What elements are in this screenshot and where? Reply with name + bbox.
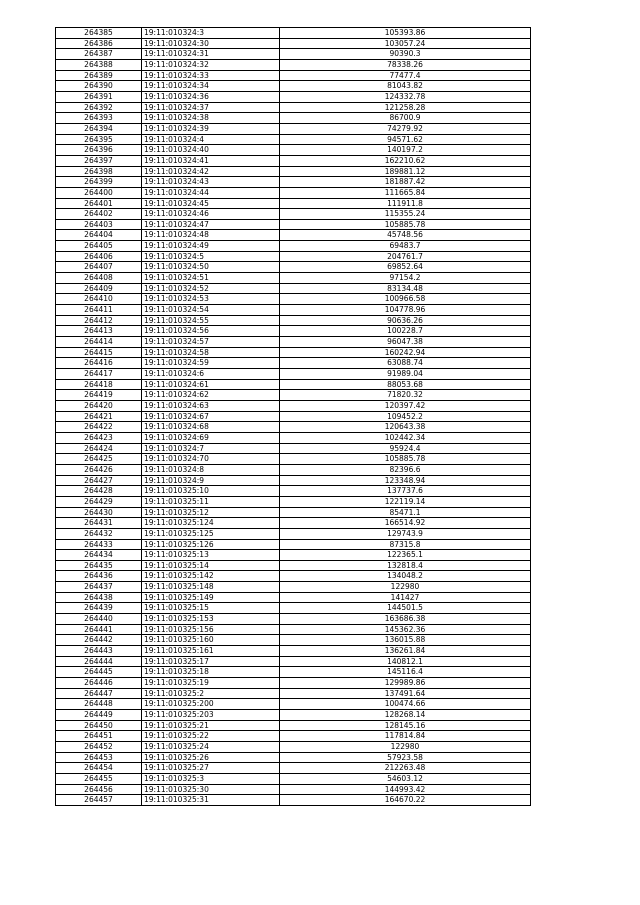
amount-cell: 163686.38 [280, 614, 531, 625]
cadastral-number-cell: 19:11:010324:36 [142, 91, 280, 102]
row-id-cell: 264423 [56, 432, 142, 443]
amount-cell: 100966.58 [280, 294, 531, 305]
row-id-cell: 264396 [56, 145, 142, 156]
amount-cell: 100474.66 [280, 699, 531, 710]
table-row [56, 688, 531, 699]
table-row [56, 347, 531, 358]
amount-cell: 212263.48 [280, 763, 531, 774]
cadastral-number-cell: 19:11:010325:14 [142, 560, 280, 571]
table-row [56, 294, 531, 305]
table-row [56, 219, 531, 230]
cadastral-number-cell: 19:11:010324:8 [142, 464, 280, 475]
cadastral-number-cell: 19:11:010325:11 [142, 496, 280, 507]
cadastral-number-cell: 19:11:010325:161 [142, 646, 280, 657]
cadastral-number-cell: 19:11:010324:30 [142, 38, 280, 49]
cadastral-number-cell: 19:11:010325:26 [142, 752, 280, 763]
cadastral-number-cell: 19:11:010324:51 [142, 273, 280, 284]
cadastral-number-cell: 19:11:010324:37 [142, 102, 280, 113]
table-body [56, 28, 531, 806]
amount-cell: 96047.38 [280, 337, 531, 348]
row-id-cell: 264410 [56, 294, 142, 305]
cadastral-number-cell: 19:11:010324:59 [142, 358, 280, 369]
amount-cell: 122980 [280, 582, 531, 593]
row-id-cell: 264401 [56, 198, 142, 209]
row-id-cell: 264432 [56, 528, 142, 539]
cadastral-number-cell: 19:11:010324:41 [142, 155, 280, 166]
table-row [56, 667, 531, 678]
row-id-cell: 264406 [56, 251, 142, 262]
amount-cell: 103057.24 [280, 38, 531, 49]
cadastral-number-cell: 19:11:010324:31 [142, 49, 280, 60]
row-id-cell: 264447 [56, 688, 142, 699]
table-row [56, 592, 531, 603]
cadastral-number-cell: 19:11:010325:125 [142, 528, 280, 539]
row-id-cell: 264407 [56, 262, 142, 273]
row-id-cell: 264443 [56, 646, 142, 657]
cadastral-number-cell: 19:11:010324:45 [142, 198, 280, 209]
cadastral-number-cell: 19:11:010324:43 [142, 177, 280, 188]
table-row [56, 784, 531, 795]
row-id-cell: 264451 [56, 731, 142, 742]
amount-cell: 54603.12 [280, 773, 531, 784]
cadastral-number-cell: 19:11:010325:10 [142, 486, 280, 497]
table-row [56, 582, 531, 593]
cadastral-number-cell: 19:11:010324:47 [142, 219, 280, 230]
row-id-cell: 264392 [56, 102, 142, 113]
amount-cell: 111911.8 [280, 198, 531, 209]
amount-cell: 129743.9 [280, 528, 531, 539]
amount-cell: 69483.7 [280, 241, 531, 252]
table-row [56, 678, 531, 689]
cadastral-number-cell: 19:11:010325:17 [142, 656, 280, 667]
row-id-cell: 264442 [56, 635, 142, 646]
amount-cell: 87315.8 [280, 539, 531, 550]
row-id-cell: 264452 [56, 741, 142, 752]
amount-cell: 123348.94 [280, 475, 531, 486]
table-row [56, 155, 531, 166]
table-row [56, 656, 531, 667]
table-row [56, 273, 531, 284]
table-row [56, 539, 531, 550]
row-id-cell: 264436 [56, 571, 142, 582]
table-row [56, 550, 531, 561]
table-row [56, 379, 531, 390]
amount-cell: 57923.58 [280, 752, 531, 763]
row-id-cell: 264446 [56, 678, 142, 689]
cadastral-number-cell: 19:11:010324:56 [142, 326, 280, 337]
row-id-cell: 264405 [56, 241, 142, 252]
table-row [56, 166, 531, 177]
table-row [56, 699, 531, 710]
cadastral-number-cell: 19:11:010324:53 [142, 294, 280, 305]
cadastral-number-cell: 19:11:010325:156 [142, 624, 280, 635]
amount-cell: 97154.2 [280, 273, 531, 284]
row-id-cell: 264441 [56, 624, 142, 635]
cadastral-number-cell: 19:11:010324:55 [142, 315, 280, 326]
cadastral-number-cell: 19:11:010324:50 [142, 262, 280, 273]
row-id-cell: 264455 [56, 773, 142, 784]
row-id-cell: 264408 [56, 273, 142, 284]
row-id-cell: 264435 [56, 560, 142, 571]
row-id-cell: 264391 [56, 91, 142, 102]
amount-cell: 132818.4 [280, 560, 531, 571]
row-id-cell: 264403 [56, 219, 142, 230]
cadastral-number-cell: 19:11:010325:13 [142, 550, 280, 561]
row-id-cell: 264426 [56, 464, 142, 475]
cadastral-number-cell: 19:11:010325:203 [142, 710, 280, 721]
amount-cell: 137491.64 [280, 688, 531, 699]
table-row [56, 443, 531, 454]
amount-cell: 115355.24 [280, 209, 531, 220]
row-id-cell: 264413 [56, 326, 142, 337]
row-id-cell: 264431 [56, 518, 142, 529]
table-row [56, 560, 531, 571]
table-row [56, 390, 531, 401]
cadastral-number-cell: 19:11:010325:200 [142, 699, 280, 710]
table-row [56, 38, 531, 49]
amount-cell: 82396.6 [280, 464, 531, 475]
row-id-cell: 264387 [56, 49, 142, 60]
table-row [56, 358, 531, 369]
table-row [56, 198, 531, 209]
row-id-cell: 264412 [56, 315, 142, 326]
row-id-cell: 264400 [56, 187, 142, 198]
row-id-cell: 264445 [56, 667, 142, 678]
table-row [56, 400, 531, 411]
amount-cell: 90390.3 [280, 49, 531, 60]
cadastral-number-cell: 19:11:010325:27 [142, 763, 280, 774]
row-id-cell: 264385 [56, 28, 142, 39]
cadastral-number-cell: 19:11:010325:22 [142, 731, 280, 742]
cadastral-number-cell: 19:11:010324:42 [142, 166, 280, 177]
cadastral-number-cell: 19:11:010324:32 [142, 59, 280, 70]
cadastral-number-cell: 19:11:010325:31 [142, 795, 280, 806]
amount-cell: 69852.64 [280, 262, 531, 273]
row-id-cell: 264390 [56, 81, 142, 92]
amount-cell: 78338.26 [280, 59, 531, 70]
cadastral-number-cell: 19:11:010324:46 [142, 209, 280, 220]
cadastral-number-cell: 19:11:010324:38 [142, 113, 280, 124]
table-row [56, 571, 531, 582]
table-row [56, 177, 531, 188]
row-id-cell: 264393 [56, 113, 142, 124]
amount-cell: 102442.34 [280, 432, 531, 443]
cadastral-number-cell: 19:11:010324:3 [142, 28, 280, 39]
table-row [56, 337, 531, 348]
amount-cell: 134048.2 [280, 571, 531, 582]
table-row [56, 230, 531, 241]
cadastral-number-cell: 19:11:010325:21 [142, 720, 280, 731]
cadastral-number-cell: 19:11:010325:148 [142, 582, 280, 593]
amount-cell: 71820.32 [280, 390, 531, 401]
amount-cell: 81043.82 [280, 81, 531, 92]
cadastral-number-cell: 19:11:010324:9 [142, 475, 280, 486]
amount-cell: 141427 [280, 592, 531, 603]
table-row [56, 113, 531, 124]
table-row [56, 496, 531, 507]
cadastral-number-cell: 19:11:010324:6 [142, 369, 280, 380]
amount-cell: 189881.12 [280, 166, 531, 177]
cadastral-number-cell: 19:11:010324:7 [142, 443, 280, 454]
table-row [56, 28, 531, 39]
cadastral-number-cell: 19:11:010324:54 [142, 305, 280, 316]
table-row [56, 518, 531, 529]
table-row [56, 369, 531, 380]
amount-cell: 144993.42 [280, 784, 531, 795]
cadastral-number-cell: 19:11:010325:160 [142, 635, 280, 646]
table-row [56, 507, 531, 518]
cadastral-number-cell: 19:11:010324:52 [142, 283, 280, 294]
row-id-cell: 264402 [56, 209, 142, 220]
cadastral-number-cell: 19:11:010325:12 [142, 507, 280, 518]
amount-cell: 145362.36 [280, 624, 531, 635]
cadastral-number-cell: 19:11:010324:39 [142, 123, 280, 134]
cadastral-number-cell: 19:11:010324:70 [142, 454, 280, 465]
amount-cell: 120397.42 [280, 400, 531, 411]
amount-cell: 105393.86 [280, 28, 531, 39]
amount-cell: 162210.62 [280, 155, 531, 166]
table-row [56, 59, 531, 70]
table-row [56, 70, 531, 81]
table-row [56, 464, 531, 475]
cadastral-number-cell: 19:11:010324:68 [142, 422, 280, 433]
row-id-cell: 264434 [56, 550, 142, 561]
table-row [56, 134, 531, 145]
row-id-cell: 264414 [56, 337, 142, 348]
amount-cell: 63088.74 [280, 358, 531, 369]
amount-cell: 136261.84 [280, 646, 531, 657]
row-id-cell: 264430 [56, 507, 142, 518]
amount-cell: 120643.38 [280, 422, 531, 433]
cadastral-number-cell: 19:11:010325:15 [142, 603, 280, 614]
cadastral-number-cell: 19:11:010325:24 [142, 741, 280, 752]
table-row [56, 283, 531, 294]
amount-cell: 95924.4 [280, 443, 531, 454]
row-id-cell: 264388 [56, 59, 142, 70]
amount-cell: 86700.9 [280, 113, 531, 124]
cadastral-number-cell: 19:11:010324:67 [142, 411, 280, 422]
amount-cell: 109452.2 [280, 411, 531, 422]
row-id-cell: 264399 [56, 177, 142, 188]
row-id-cell: 264411 [56, 305, 142, 316]
table-row [56, 773, 531, 784]
table-row [56, 145, 531, 156]
row-id-cell: 264415 [56, 347, 142, 358]
table-row [56, 763, 531, 774]
amount-cell: 122980 [280, 741, 531, 752]
amount-cell: 83134.48 [280, 283, 531, 294]
amount-cell: 91989.04 [280, 369, 531, 380]
table-row [56, 454, 531, 465]
row-id-cell: 264438 [56, 592, 142, 603]
row-id-cell: 264450 [56, 720, 142, 731]
table-row [56, 731, 531, 742]
cadastral-number-cell: 19:11:010325:18 [142, 667, 280, 678]
amount-cell: 90636.26 [280, 315, 531, 326]
row-id-cell: 264418 [56, 379, 142, 390]
row-id-cell: 264444 [56, 656, 142, 667]
amount-cell: 88053.68 [280, 379, 531, 390]
row-id-cell: 264427 [56, 475, 142, 486]
row-id-cell: 264417 [56, 369, 142, 380]
row-id-cell: 264428 [56, 486, 142, 497]
row-id-cell: 264457 [56, 795, 142, 806]
cadastral-number-cell: 19:11:010325:126 [142, 539, 280, 550]
amount-cell: 117814.84 [280, 731, 531, 742]
cadastral-number-cell: 19:11:010324:4 [142, 134, 280, 145]
cadastral-number-cell: 19:11:010325:19 [142, 678, 280, 689]
row-id-cell: 264424 [56, 443, 142, 454]
row-id-cell: 264386 [56, 38, 142, 49]
amount-cell: 128145.16 [280, 720, 531, 731]
row-id-cell: 264421 [56, 411, 142, 422]
row-id-cell: 264456 [56, 784, 142, 795]
row-id-cell: 264437 [56, 582, 142, 593]
amount-cell: 166514.92 [280, 518, 531, 529]
table-row [56, 187, 531, 198]
cadastral-number-cell: 19:11:010324:61 [142, 379, 280, 390]
amount-cell: 124332.78 [280, 91, 531, 102]
table-row [56, 603, 531, 614]
cadastral-number-cell: 19:11:010324:63 [142, 400, 280, 411]
table-row [56, 102, 531, 113]
cadastral-number-cell: 19:11:010325:2 [142, 688, 280, 699]
row-id-cell: 264389 [56, 70, 142, 81]
table-row [56, 81, 531, 92]
row-id-cell: 264397 [56, 155, 142, 166]
table-row [56, 624, 531, 635]
cadastral-number-cell: 19:11:010325:142 [142, 571, 280, 582]
cadastral-number-cell: 19:11:010324:40 [142, 145, 280, 156]
amount-cell: 140812.1 [280, 656, 531, 667]
table-row [56, 432, 531, 443]
table-row [56, 741, 531, 752]
data-table [55, 27, 531, 806]
amount-cell: 104778.96 [280, 305, 531, 316]
row-id-cell: 264429 [56, 496, 142, 507]
row-id-cell: 264439 [56, 603, 142, 614]
amount-cell: 160242.94 [280, 347, 531, 358]
amount-cell: 144501.5 [280, 603, 531, 614]
row-id-cell: 264398 [56, 166, 142, 177]
cadastral-number-cell: 19:11:010325:124 [142, 518, 280, 529]
table-row [56, 422, 531, 433]
amount-cell: 105885.78 [280, 454, 531, 465]
amount-cell: 74279.92 [280, 123, 531, 134]
row-id-cell: 264409 [56, 283, 142, 294]
row-id-cell: 264404 [56, 230, 142, 241]
cadastral-number-cell: 19:11:010324:49 [142, 241, 280, 252]
table-row [56, 49, 531, 60]
row-id-cell: 264419 [56, 390, 142, 401]
table-row [56, 315, 531, 326]
table-row [56, 411, 531, 422]
amount-cell: 77477.4 [280, 70, 531, 81]
row-id-cell: 264440 [56, 614, 142, 625]
amount-cell: 136015.88 [280, 635, 531, 646]
table-row [56, 646, 531, 657]
row-id-cell: 264433 [56, 539, 142, 550]
row-id-cell: 264394 [56, 123, 142, 134]
table-row [56, 326, 531, 337]
amount-cell: 128268.14 [280, 710, 531, 721]
row-id-cell: 264453 [56, 752, 142, 763]
table-row [56, 305, 531, 316]
table-row [56, 123, 531, 134]
cadastral-number-cell: 19:11:010324:69 [142, 432, 280, 443]
amount-cell: 94571.62 [280, 134, 531, 145]
amount-cell: 85471.1 [280, 507, 531, 518]
cadastral-number-cell: 19:11:010324:34 [142, 81, 280, 92]
cadastral-number-cell: 19:11:010324:62 [142, 390, 280, 401]
amount-cell: 100228.7 [280, 326, 531, 337]
table-row [56, 614, 531, 625]
table-row [56, 635, 531, 646]
table-row [56, 710, 531, 721]
cadastral-number-cell: 19:11:010324:57 [142, 337, 280, 348]
amount-cell: 122119.14 [280, 496, 531, 507]
cadastral-number-cell: 19:11:010325:149 [142, 592, 280, 603]
amount-cell: 140197.2 [280, 145, 531, 156]
row-id-cell: 264422 [56, 422, 142, 433]
row-id-cell: 264416 [56, 358, 142, 369]
cadastral-number-cell: 19:11:010325:30 [142, 784, 280, 795]
amount-cell: 129989.86 [280, 678, 531, 689]
table-row [56, 528, 531, 539]
table-row [56, 475, 531, 486]
table-row [56, 752, 531, 763]
cadastral-number-cell: 19:11:010324:48 [142, 230, 280, 241]
amount-cell: 45748.56 [280, 230, 531, 241]
table-row [56, 486, 531, 497]
amount-cell: 181887.42 [280, 177, 531, 188]
amount-cell: 121258.28 [280, 102, 531, 113]
cadastral-number-cell: 19:11:010325:3 [142, 773, 280, 784]
row-id-cell: 264449 [56, 710, 142, 721]
amount-cell: 122365.1 [280, 550, 531, 561]
amount-cell: 111665.84 [280, 187, 531, 198]
amount-cell: 105885.78 [280, 219, 531, 230]
amount-cell: 145116.4 [280, 667, 531, 678]
table-row [56, 262, 531, 273]
row-id-cell: 264395 [56, 134, 142, 145]
row-id-cell: 264420 [56, 400, 142, 411]
cadastral-number-cell: 19:11:010324:58 [142, 347, 280, 358]
row-id-cell: 264448 [56, 699, 142, 710]
amount-cell: 204761.7 [280, 251, 531, 262]
row-id-cell: 264425 [56, 454, 142, 465]
row-id-cell: 264454 [56, 763, 142, 774]
table-row [56, 251, 531, 262]
table-row [56, 209, 531, 220]
cadastral-number-cell: 19:11:010324:33 [142, 70, 280, 81]
cadastral-number-cell: 19:11:010324:44 [142, 187, 280, 198]
cadastral-number-cell: 19:11:010324:5 [142, 251, 280, 262]
table-row [56, 795, 531, 806]
table-row [56, 91, 531, 102]
cadastral-number-cell: 19:11:010325:153 [142, 614, 280, 625]
amount-cell: 137737.6 [280, 486, 531, 497]
table-row [56, 720, 531, 731]
amount-cell: 164670.22 [280, 795, 531, 806]
table-row [56, 241, 531, 252]
